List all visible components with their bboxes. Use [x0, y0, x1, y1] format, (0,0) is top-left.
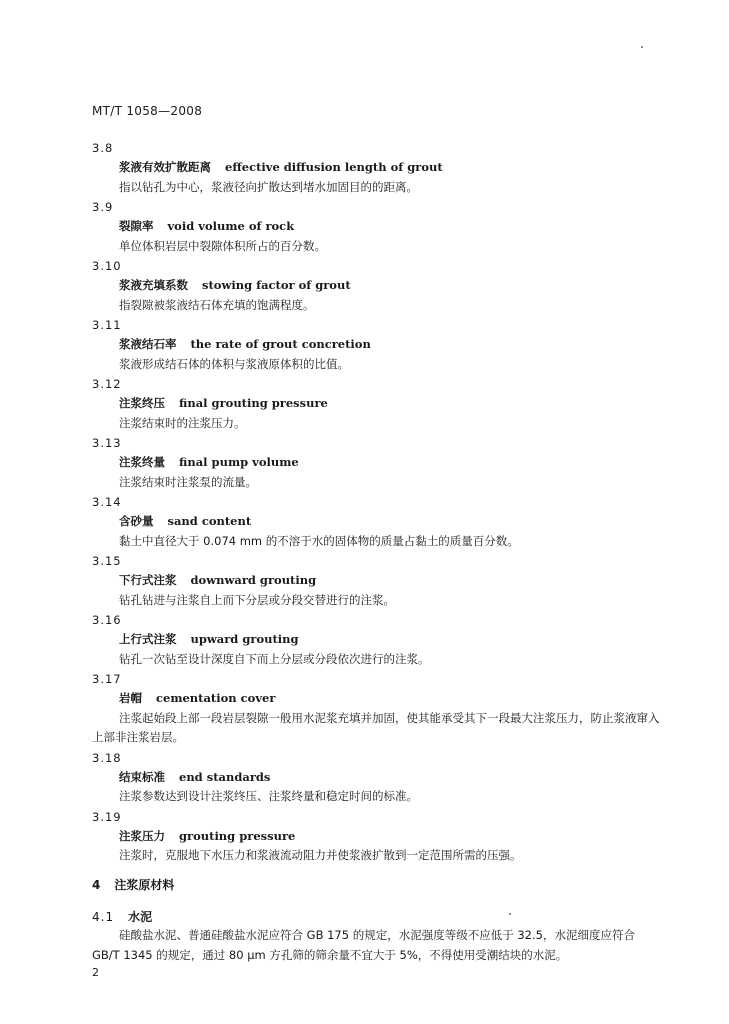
term-english: the rate of grout concretion — [190, 337, 371, 351]
term-english: grouting pressure — [179, 828, 296, 843]
term-english: stowing factor of grout — [202, 278, 351, 292]
term-entry — [92, 256, 662, 315]
entry-definition: 注浆参数达到设计注浆终压、注浆终量和稳定时间的标准。 — [119, 789, 418, 803]
section-title: 水泥 — [128, 910, 153, 924]
term-english: upward grouting — [190, 632, 299, 646]
entry-term — [92, 276, 662, 296]
term-chinese: 浆液有效扩散距离 — [119, 160, 211, 174]
term-chinese: 下行式注浆 — [119, 573, 177, 587]
chapter-title: 注浆原材料 — [114, 878, 175, 892]
chapter-number: 4 — [92, 878, 101, 892]
entry-definition: 钻孔一次钻至设计深度自下而上分层或分段依次进行的注浆。 — [119, 651, 430, 666]
entry-term — [92, 630, 662, 650]
entry-definition: 注浆起始段上部一段岩层裂隙一般用水泥浆充填并加固，使其能承受其下一段最大注浆压力，防止浆液窜入上部非注浆岩层。 — [92, 710, 660, 744]
term-entry — [92, 610, 662, 669]
entry-number: 3.15 — [92, 554, 122, 568]
term-entry — [92, 748, 662, 807]
entry-number: 3.9 — [92, 200, 114, 214]
term-english: cementation cover — [156, 691, 276, 705]
term-entry — [92, 492, 662, 551]
scan-speck — [509, 913, 511, 915]
term-entry — [92, 197, 662, 256]
standard-number: MT/T 1058—2008 — [92, 104, 203, 118]
entry-term — [92, 571, 662, 591]
entry-definition: 注浆结束时的注浆压力。 — [119, 415, 246, 430]
entry-number: 3.13 — [92, 436, 122, 450]
entry-number: 3.17 — [92, 672, 122, 686]
term-chinese: 注浆终量 — [119, 455, 165, 469]
term-entry — [92, 374, 662, 433]
scan-speck — [641, 46, 643, 48]
entry-term — [92, 335, 662, 355]
entry-term — [92, 768, 662, 788]
term-chinese: 注浆终压 — [119, 396, 165, 410]
entry-definition: 钻孔钻进与注浆自上而下分层或分段交替进行的注浆。 — [119, 592, 395, 607]
entry-number: 3.19 — [92, 809, 122, 824]
term-entry — [92, 551, 662, 610]
terms-list — [92, 138, 662, 866]
entry-definition: 注浆时，克服地下水压力和浆液流动阻力并使浆液扩散到一定范围所需的压强。 — [119, 848, 522, 862]
page-number: 2 — [92, 966, 99, 979]
chapter-heading — [92, 876, 174, 893]
entry-definition: 黏土中直径大于 0.074 mm 的不溶于水的固体物的质量占黏土的质量百分数。 — [119, 533, 519, 548]
term-english: end standards — [179, 769, 271, 784]
entry-definition: 浆液形成结石体的体积与浆液原体积的比值。 — [119, 356, 349, 371]
term-chinese: 裂隙率 — [119, 219, 154, 233]
term-english: downward grouting — [190, 573, 317, 587]
entry-term — [92, 689, 662, 709]
entry-number: 3.8 — [92, 141, 114, 155]
entry-number: 3.14 — [92, 495, 122, 509]
term-entry — [92, 807, 662, 866]
entry-term — [92, 512, 662, 532]
term-entry — [92, 669, 662, 748]
section-number: 4.1 — [92, 910, 115, 924]
entry-number: 3.11 — [92, 318, 122, 332]
entry-definition: 单位体积岩层中裂隙体积所占的百分数。 — [119, 238, 326, 253]
term-english: void volume of rock — [167, 219, 295, 233]
term-entry — [92, 138, 662, 197]
term-chinese: 浆液结石率 — [119, 337, 177, 351]
term-chinese: 上行式注浆 — [119, 632, 177, 646]
section-paragraph: 硅酸盐水泥、普通硅酸盐水泥应符合 GB 175 的规定，水泥强度等级不应低于 32.5，水泥细度应符合 GB/T 1345 的规定，通过 80 μm 方孔筛的筛余量不宜大于 5%，不得使用受潮结块的水泥。 — [92, 928, 635, 962]
entry-term — [92, 394, 662, 414]
entry-term — [92, 453, 662, 473]
term-entry — [92, 433, 662, 492]
term-chinese: 岩帽 — [119, 691, 142, 705]
entry-number: 3.10 — [92, 259, 122, 273]
section-heading — [92, 908, 152, 925]
entry-number: 3.18 — [92, 750, 122, 765]
term-english: final grouting pressure — [179, 396, 328, 410]
entry-term — [92, 158, 662, 178]
term-english: sand content — [167, 514, 252, 528]
term-chinese: 结束标准 — [119, 769, 165, 784]
entry-term — [92, 217, 662, 237]
term-chinese: 含砂量 — [119, 514, 154, 528]
term-chinese: 浆液充填系数 — [119, 278, 188, 292]
term-english: effective diffusion length of grout — [225, 160, 443, 174]
entry-definition: 注浆结束时注浆泵的流量。 — [119, 474, 257, 489]
term-chinese: 注浆压力 — [119, 828, 165, 843]
term-english: final pump volume — [179, 455, 299, 469]
entry-term — [92, 827, 662, 847]
entry-definition: 指以钻孔为中心，浆液径向扩散达到堵水加固目的的距离。 — [119, 179, 418, 194]
entry-number: 3.16 — [92, 613, 122, 627]
entry-number: 3.12 — [92, 377, 122, 391]
term-entry — [92, 315, 662, 374]
entry-definition: 指裂隙被浆液结石体充填的饱满程度。 — [119, 297, 315, 312]
